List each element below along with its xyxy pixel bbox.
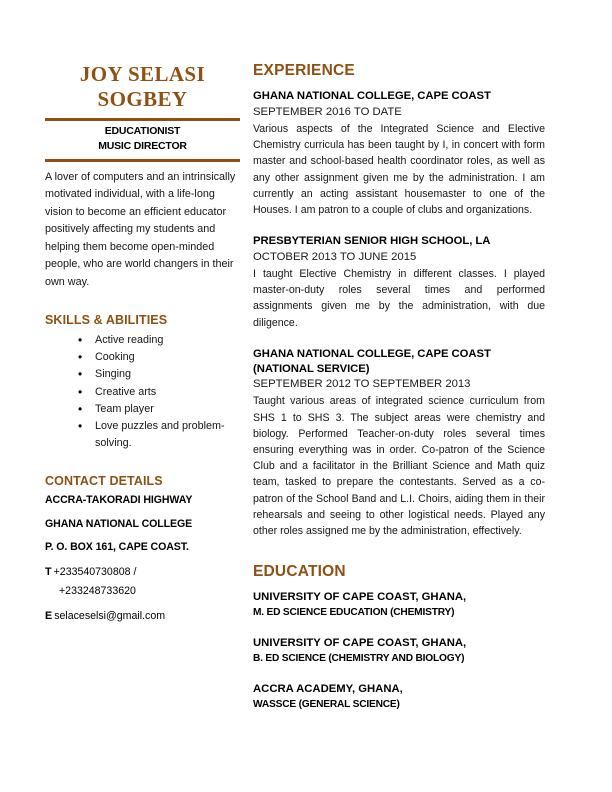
contact-address-line-1: ACCRA-TAKORADI HIGHWAY [45,493,193,506]
education-heading: EDUCATION [253,563,346,581]
skills-heading: SKILLS & ABILITIES [45,313,168,328]
experience-entry [253,89,545,218]
list-item: • Active reading [78,332,240,349]
list-item: • Creative arts [78,384,240,401]
contact-email[interactable] [45,608,240,625]
experience-organization: GHANA NATIONAL COLLEGE, CAPE COAST [253,90,491,102]
left-sidebar [45,62,240,633]
education-entry [253,590,545,619]
divider-below-title [45,159,240,162]
name-block [45,62,240,112]
candidate-name-line-1: JOY SELASI [79,62,206,86]
education-degree: WASSCE (GENERAL SCIENCE) [253,698,400,710]
contact-phone-secondary: +233248733620 [59,585,136,598]
contact-address-line-2: GHANA NATIONAL COLLEGE [45,517,193,530]
list-item: • Team player [78,401,240,418]
list-item: • Cooking [78,349,240,366]
experience-dates: SEPTEMBER 2016 TO DATE [253,105,402,118]
main-content [253,62,545,728]
job-title-line-2: MUSIC DIRECTOR [98,139,187,152]
job-title-block [45,121,240,156]
experience-organization: GHANA NATIONAL COLLEGE, CAPE COAST (NATIONAL SERVICE) [253,347,491,375]
experience-entry [253,347,545,539]
education-school: ACCRA ACADEMY, GHANA, [253,683,403,696]
phone-icon: T [45,566,52,579]
job-title-line-1: EDUCATIONIST [104,124,181,137]
contact-heading: CONTACT DETAILS [45,473,163,488]
experience-description: Various aspects of the Integrated Science and Elective Chemistry curricula has been taught by I, in concert with form master and school-based health coordinator roles, as well as any other assignment given me by the administration. I am currently an acting assistant housemaster to one of the Houses. I am patron to a couple of clubs and organizations. [253,122,545,216]
experience-description: Taught various areas of integrated science curriculum from SHS 1 to SHS 3. The subject areas were chemistry and biology. Performed Teacher-on-duty roles several times ensuring everything was in order. Co-patron of the Science Club and a facilitator in the Brilliant Science and Math quiz team, tasked to prepare the contestants. Served as a co-patron of the School Band and L.I. Choirs, aiding them in their rehearsals and seeing to other logistical needs. Played any other roles assigned me by the administration, effectively. [253,395,545,538]
list-item: • Love puzzles and problem-solving. [78,418,240,452]
experience-dates: SEPTEMBER 2012 TO SEPTEMBER 2013 [253,378,471,391]
list-item: • Singing [78,366,240,383]
contact-address-line-3: P. O. BOX 161, CAPE COAST. [45,541,189,554]
phone-primary-value: +233540730808 / [53,566,137,579]
email-icon: E [45,610,53,623]
experience-organization: PRESBYTERIAN SENIOR HIGH SCHOOL, LA [253,235,491,248]
experience-description: I taught Elective Chemistry in different classes. I played master-on-duty roles several times and performed assignments given me by the administration, with due diligence. [253,268,545,329]
education-degree: B. ED SCIENCE (CHEMISTRY AND BIOLOGY) [253,652,465,664]
education-entry [253,682,545,711]
contact-phone-primary [45,564,240,581]
candidate-name-line-2: SOGBEY [97,86,188,111]
experience-heading: EXPERIENCE [253,62,355,79]
profile-summary: A lover of computers and an intrinsically motivated individual, with a life-long vision to become an efficient educator positively affecting my students and helping them become open-minded people, who are world changers in their own way. [45,170,236,288]
skills-list [45,332,240,451]
experience-entry [253,234,545,331]
education-degree: M. ED SCIENCE EDUCATION (CHEMISTRY) [253,606,455,618]
education-school: UNIVERSITY OF CAPE COAST, GHANA, [253,591,467,604]
education-entry [253,636,545,665]
experience-dates: OCTOBER 2013 TO JUNE 2015 [253,250,417,263]
education-school: UNIVERSITY OF CAPE COAST, GHANA, [253,637,467,650]
email-value[interactable]: selaceselsi@gmail.com [54,610,166,623]
